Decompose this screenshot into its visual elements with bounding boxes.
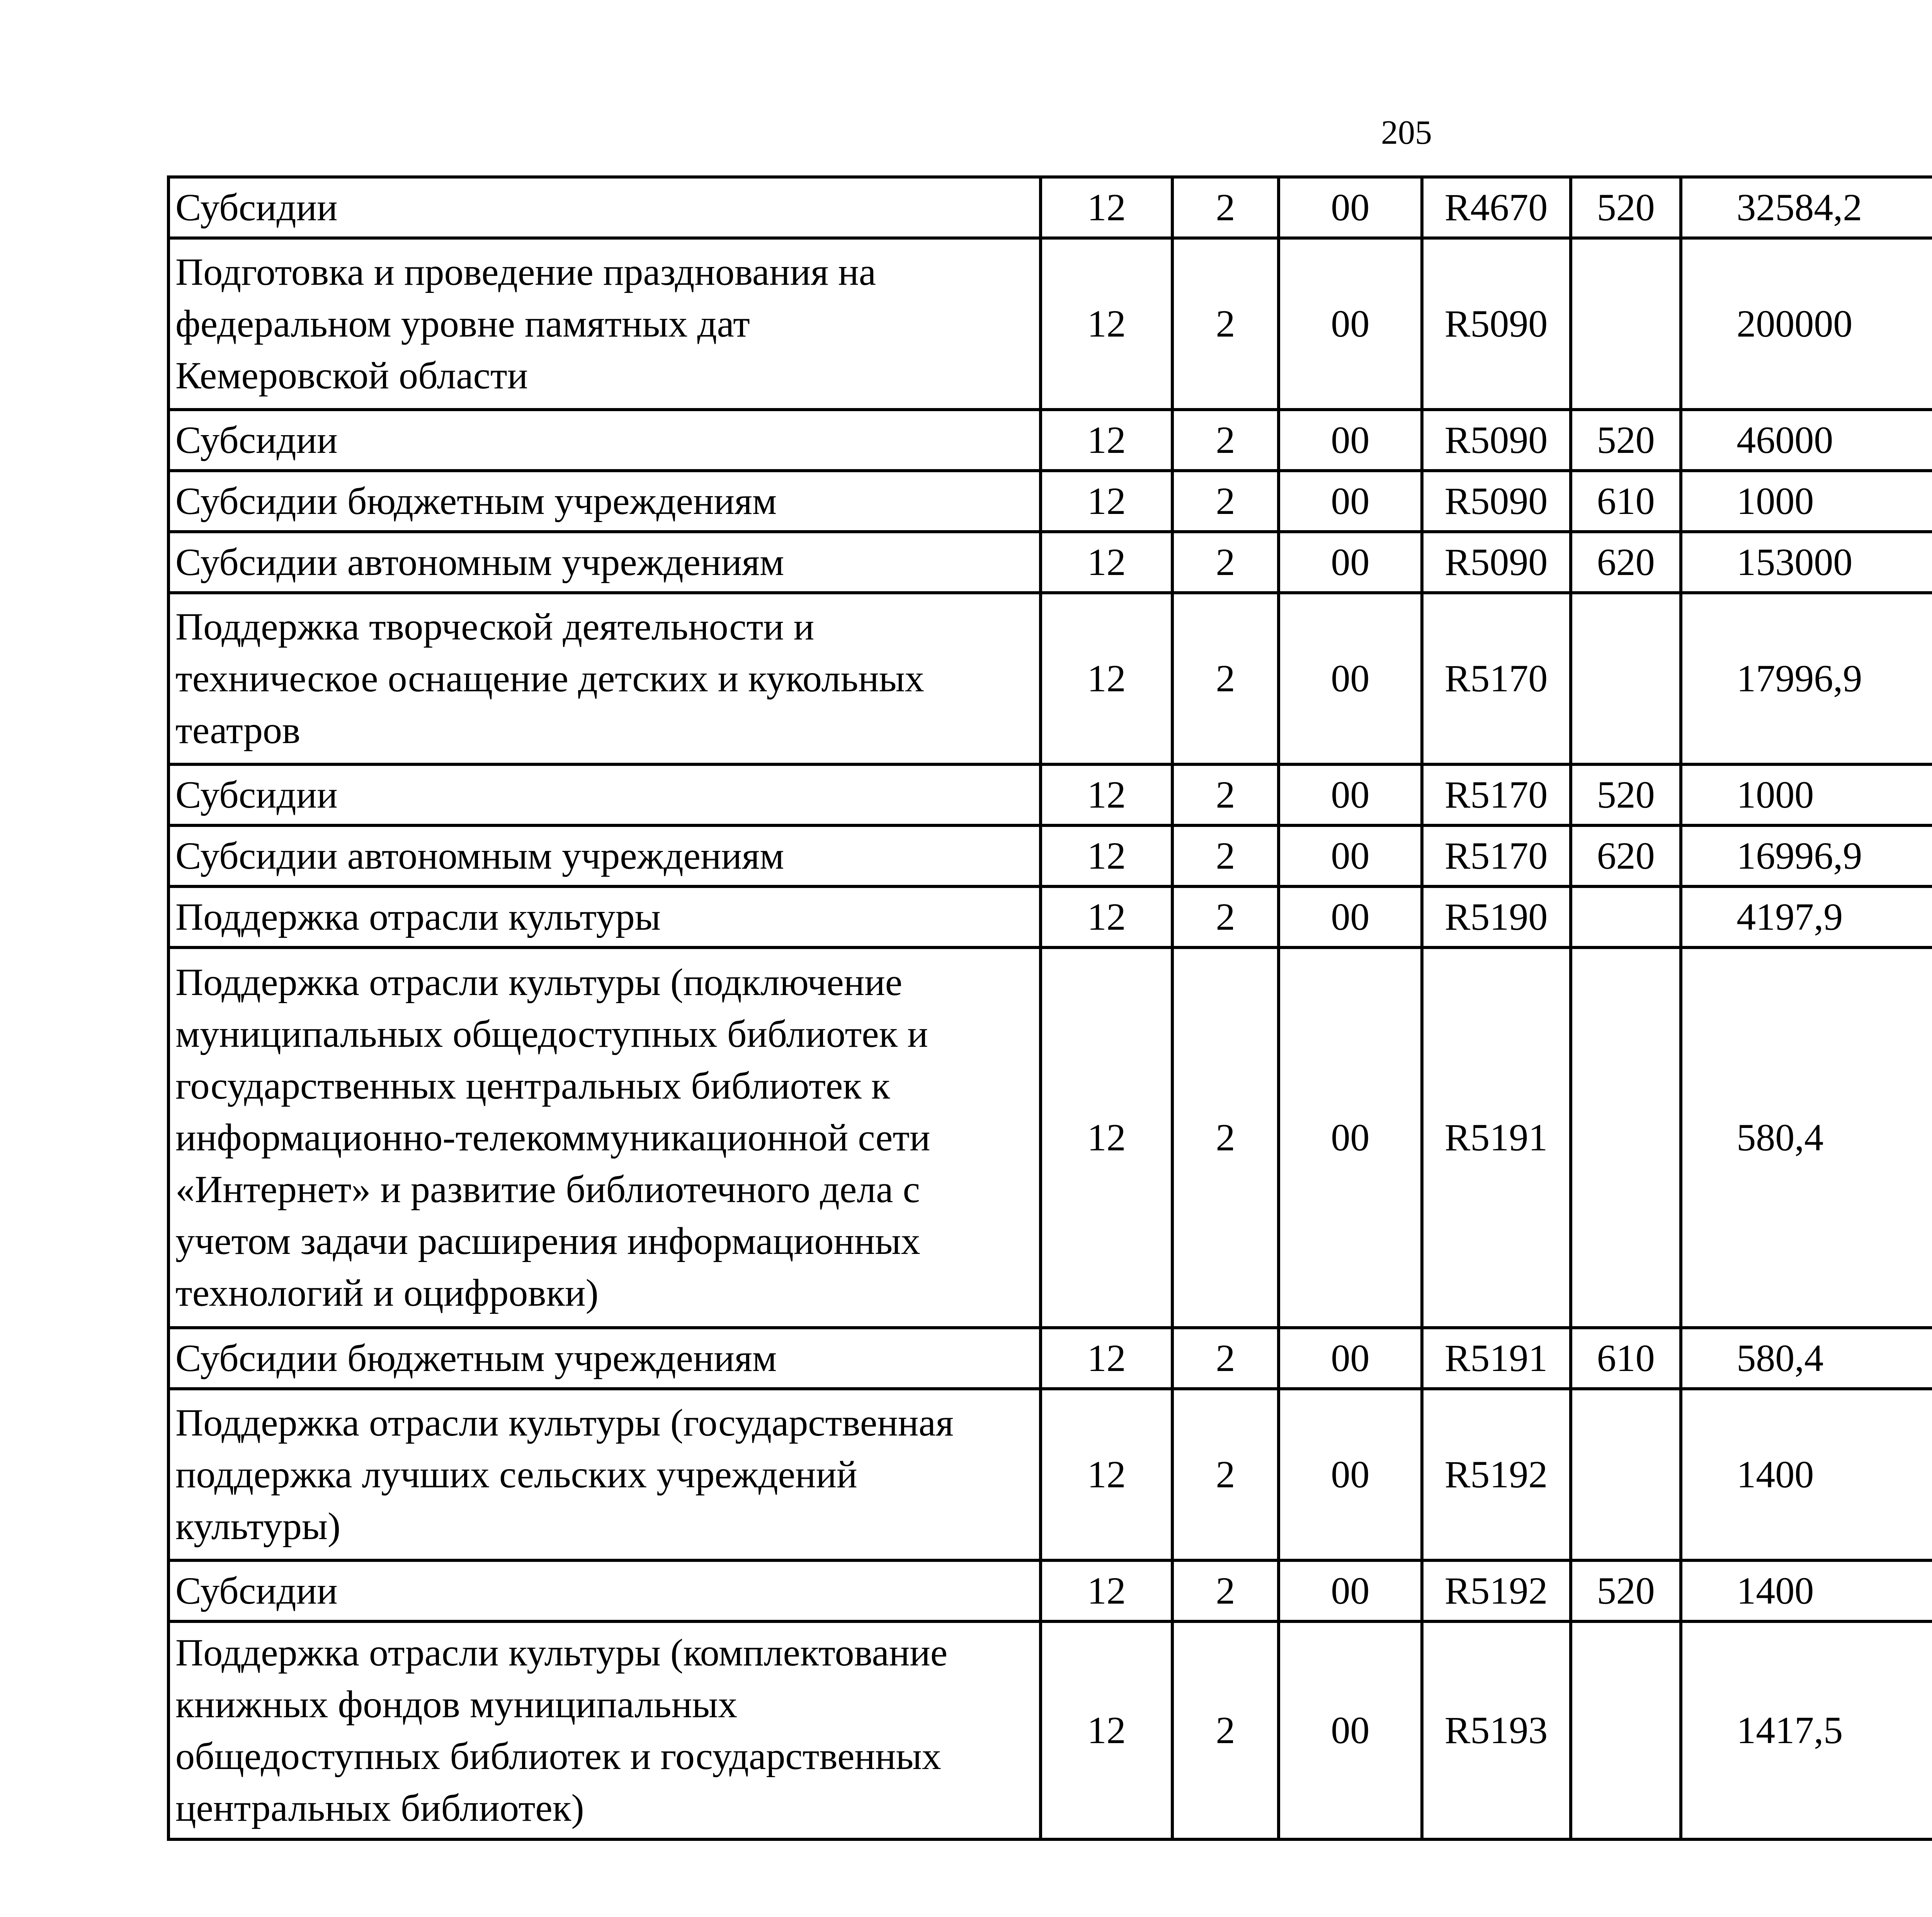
- target-code-cell: R5170: [1422, 825, 1571, 886]
- subsection-cell: 2: [1172, 825, 1279, 886]
- subsection-cell: 2: [1172, 764, 1279, 825]
- item-name-line: Субсидии: [175, 418, 338, 461]
- item-name-line: технологий и оцифровки): [175, 1271, 599, 1314]
- target-code-cell: R4670: [1422, 177, 1571, 238]
- item-name-line: Субсидии: [175, 1569, 338, 1612]
- expense-type-cell: [1571, 238, 1681, 410]
- table-row: [168, 764, 1932, 825]
- program-cell: 00: [1279, 764, 1422, 825]
- item-name-line: Субсидии: [175, 773, 338, 816]
- expense-type-cell: [1571, 593, 1681, 764]
- section-cell: 12: [1041, 1389, 1172, 1560]
- item-name-cell: [168, 825, 1041, 886]
- target-code-cell: R5193: [1422, 1621, 1571, 1839]
- section-cell: 12: [1041, 177, 1172, 238]
- item-name-cell: [168, 886, 1041, 947]
- subsection-cell: 2: [1172, 1621, 1279, 1839]
- page-number: 205: [1381, 114, 1432, 151]
- item-name-line: центральных библиотек): [175, 1786, 584, 1829]
- amount-year1-cell: 1000: [1681, 764, 1932, 825]
- target-code-cell: R5170: [1422, 593, 1571, 764]
- subsection-cell: 2: [1172, 238, 1279, 410]
- subsection-cell: 2: [1172, 593, 1279, 764]
- item-name-line: государственных центральных библиотек к: [175, 1064, 890, 1107]
- expense-type-cell: 520: [1571, 764, 1681, 825]
- program-cell: 00: [1279, 593, 1422, 764]
- amount-year1-cell: 46000: [1681, 410, 1932, 471]
- target-code-cell: R5170: [1422, 764, 1571, 825]
- subsection-cell: 2: [1172, 1560, 1279, 1621]
- table-row: [168, 177, 1932, 238]
- amount-year1-cell: 1417,5: [1681, 1621, 1932, 1839]
- item-name-cell: [168, 471, 1041, 532]
- subsection-cell: 2: [1172, 1328, 1279, 1389]
- amount-year1-cell: 200000: [1681, 238, 1932, 410]
- expense-type-cell: 610: [1571, 471, 1681, 532]
- table-row: [168, 410, 1932, 471]
- expense-type-cell: [1571, 1621, 1681, 1839]
- section-cell: 12: [1041, 593, 1172, 764]
- subsection-cell: 2: [1172, 1389, 1279, 1560]
- budget-table: [167, 175, 1932, 1841]
- subsection-cell: 2: [1172, 532, 1279, 593]
- item-name-cell: [168, 177, 1041, 238]
- section-cell: 12: [1041, 471, 1172, 532]
- amount-year1-cell: 17996,9: [1681, 593, 1932, 764]
- item-name-line: Субсидии бюджетным учреждениям: [175, 1337, 777, 1379]
- amount-year1-cell: 32584,2: [1681, 177, 1932, 238]
- table-row: [168, 1389, 1932, 1560]
- item-name-cell: [168, 947, 1041, 1328]
- item-name-line: Поддержка отрасли культуры: [175, 895, 661, 938]
- section-cell: 12: [1041, 532, 1172, 593]
- table-row: [168, 1328, 1932, 1389]
- expense-type-cell: 520: [1571, 177, 1681, 238]
- table-body: [168, 177, 1932, 1839]
- program-cell: 00: [1279, 532, 1422, 593]
- program-cell: 00: [1279, 410, 1422, 471]
- item-name-line: Кемеровской области: [175, 354, 528, 397]
- amount-year1-cell: 1000: [1681, 471, 1932, 532]
- item-name-line: муниципальных общедоступных библиотек и: [175, 1012, 928, 1055]
- program-cell: 00: [1279, 177, 1422, 238]
- target-code-cell: R5090: [1422, 410, 1571, 471]
- section-cell: 12: [1041, 825, 1172, 886]
- expense-type-cell: 520: [1571, 1560, 1681, 1621]
- table-row: [168, 532, 1932, 593]
- table-row: [168, 1560, 1932, 1621]
- amount-year1-cell: 1400: [1681, 1560, 1932, 1621]
- amount-year1-cell: 16996,9: [1681, 825, 1932, 886]
- program-cell: 00: [1279, 886, 1422, 947]
- table-row: [168, 947, 1932, 1328]
- target-code-cell: R5192: [1422, 1389, 1571, 1560]
- section-cell: 12: [1041, 1560, 1172, 1621]
- item-name-cell: [168, 1621, 1041, 1839]
- section-cell: 12: [1041, 886, 1172, 947]
- program-cell: 00: [1279, 825, 1422, 886]
- item-name-line: Поддержка отрасли культуры (подключение: [175, 961, 903, 1004]
- expense-type-cell: 520: [1571, 410, 1681, 471]
- target-code-cell: R5190: [1422, 886, 1571, 947]
- item-name-line: театров: [175, 709, 301, 752]
- table-row: [168, 886, 1932, 947]
- target-code-cell: R5192: [1422, 1560, 1571, 1621]
- item-name-line: Поддержка творческой деятельности и: [175, 605, 815, 648]
- item-name-cell: [168, 1560, 1041, 1621]
- target-code-cell: R5090: [1422, 471, 1571, 532]
- expense-type-cell: [1571, 947, 1681, 1328]
- program-cell: 00: [1279, 947, 1422, 1328]
- item-name-line: федеральном уровне памятных дат: [175, 302, 750, 345]
- item-name-cell: [168, 1328, 1041, 1389]
- item-name-cell: [168, 532, 1041, 593]
- item-name-line: культуры): [175, 1505, 341, 1548]
- section-cell: 12: [1041, 764, 1172, 825]
- target-code-cell: R5090: [1422, 238, 1571, 410]
- program-cell: 00: [1279, 238, 1422, 410]
- subsection-cell: 2: [1172, 410, 1279, 471]
- amount-year1-cell: 580,4: [1681, 1328, 1932, 1389]
- section-cell: 12: [1041, 1621, 1172, 1839]
- expense-type-cell: [1571, 1389, 1681, 1560]
- expense-type-cell: 620: [1571, 825, 1681, 886]
- item-name-cell: [168, 410, 1041, 471]
- amount-year1-cell: 4197,9: [1681, 886, 1932, 947]
- item-name-line: техническое оснащение детских и кукольных: [175, 657, 924, 700]
- expense-type-cell: 620: [1571, 532, 1681, 593]
- subsection-cell: 2: [1172, 947, 1279, 1328]
- item-name-line: книжных фондов муниципальных: [175, 1683, 738, 1726]
- program-cell: 00: [1279, 1560, 1422, 1621]
- amount-year1-cell: 1400: [1681, 1389, 1932, 1560]
- item-name-cell: [168, 593, 1041, 764]
- amount-year1-cell: 580,4: [1681, 947, 1932, 1328]
- item-name-line: Поддержка отрасли культуры (комплектование: [175, 1631, 948, 1674]
- item-name-line: Субсидии автономным учреждениям: [175, 541, 784, 583]
- item-name-line: Поддержка отрасли культуры (государственная: [175, 1401, 954, 1444]
- table-row: [168, 593, 1932, 764]
- section-cell: 12: [1041, 947, 1172, 1328]
- item-name-line: Субсидии бюджетным учреждениям: [175, 480, 777, 522]
- item-name-line: поддержка лучших сельских учреждений: [175, 1453, 857, 1496]
- program-cell: 00: [1279, 1621, 1422, 1839]
- section-cell: 12: [1041, 410, 1172, 471]
- amount-year1-cell: 153000: [1681, 532, 1932, 593]
- program-cell: 00: [1279, 1328, 1422, 1389]
- item-name-cell: [168, 764, 1041, 825]
- program-cell: 00: [1279, 471, 1422, 532]
- item-name-cell: [168, 238, 1041, 410]
- item-name-line: учетом задачи расширения информационных: [175, 1220, 920, 1262]
- table-row: [168, 238, 1932, 410]
- subsection-cell: 2: [1172, 471, 1279, 532]
- expense-type-cell: 610: [1571, 1328, 1681, 1389]
- item-name-line: информационно-телекоммуникационной сети: [175, 1116, 930, 1159]
- item-name-line: общедоступных библиотек и государственных: [175, 1735, 941, 1778]
- program-cell: 00: [1279, 1389, 1422, 1560]
- item-name-line: Субсидии: [175, 186, 338, 229]
- target-code-cell: R5191: [1422, 947, 1571, 1328]
- section-cell: 12: [1041, 1328, 1172, 1389]
- subsection-cell: 2: [1172, 177, 1279, 238]
- target-code-cell: R5090: [1422, 532, 1571, 593]
- subsection-cell: 2: [1172, 886, 1279, 947]
- item-name-line: «Интернет» и развитие библиотечного дела с: [175, 1168, 920, 1211]
- section-cell: 12: [1041, 238, 1172, 410]
- table-row: [168, 1621, 1932, 1839]
- target-code-cell: R5191: [1422, 1328, 1571, 1389]
- item-name-line: Субсидии автономным учреждениям: [175, 834, 784, 877]
- table-row: [168, 825, 1932, 886]
- table-row: [168, 471, 1932, 532]
- item-name-cell: [168, 1389, 1041, 1560]
- expense-type-cell: [1571, 886, 1681, 947]
- item-name-line: Подготовка и проведение празднования на: [175, 250, 876, 293]
